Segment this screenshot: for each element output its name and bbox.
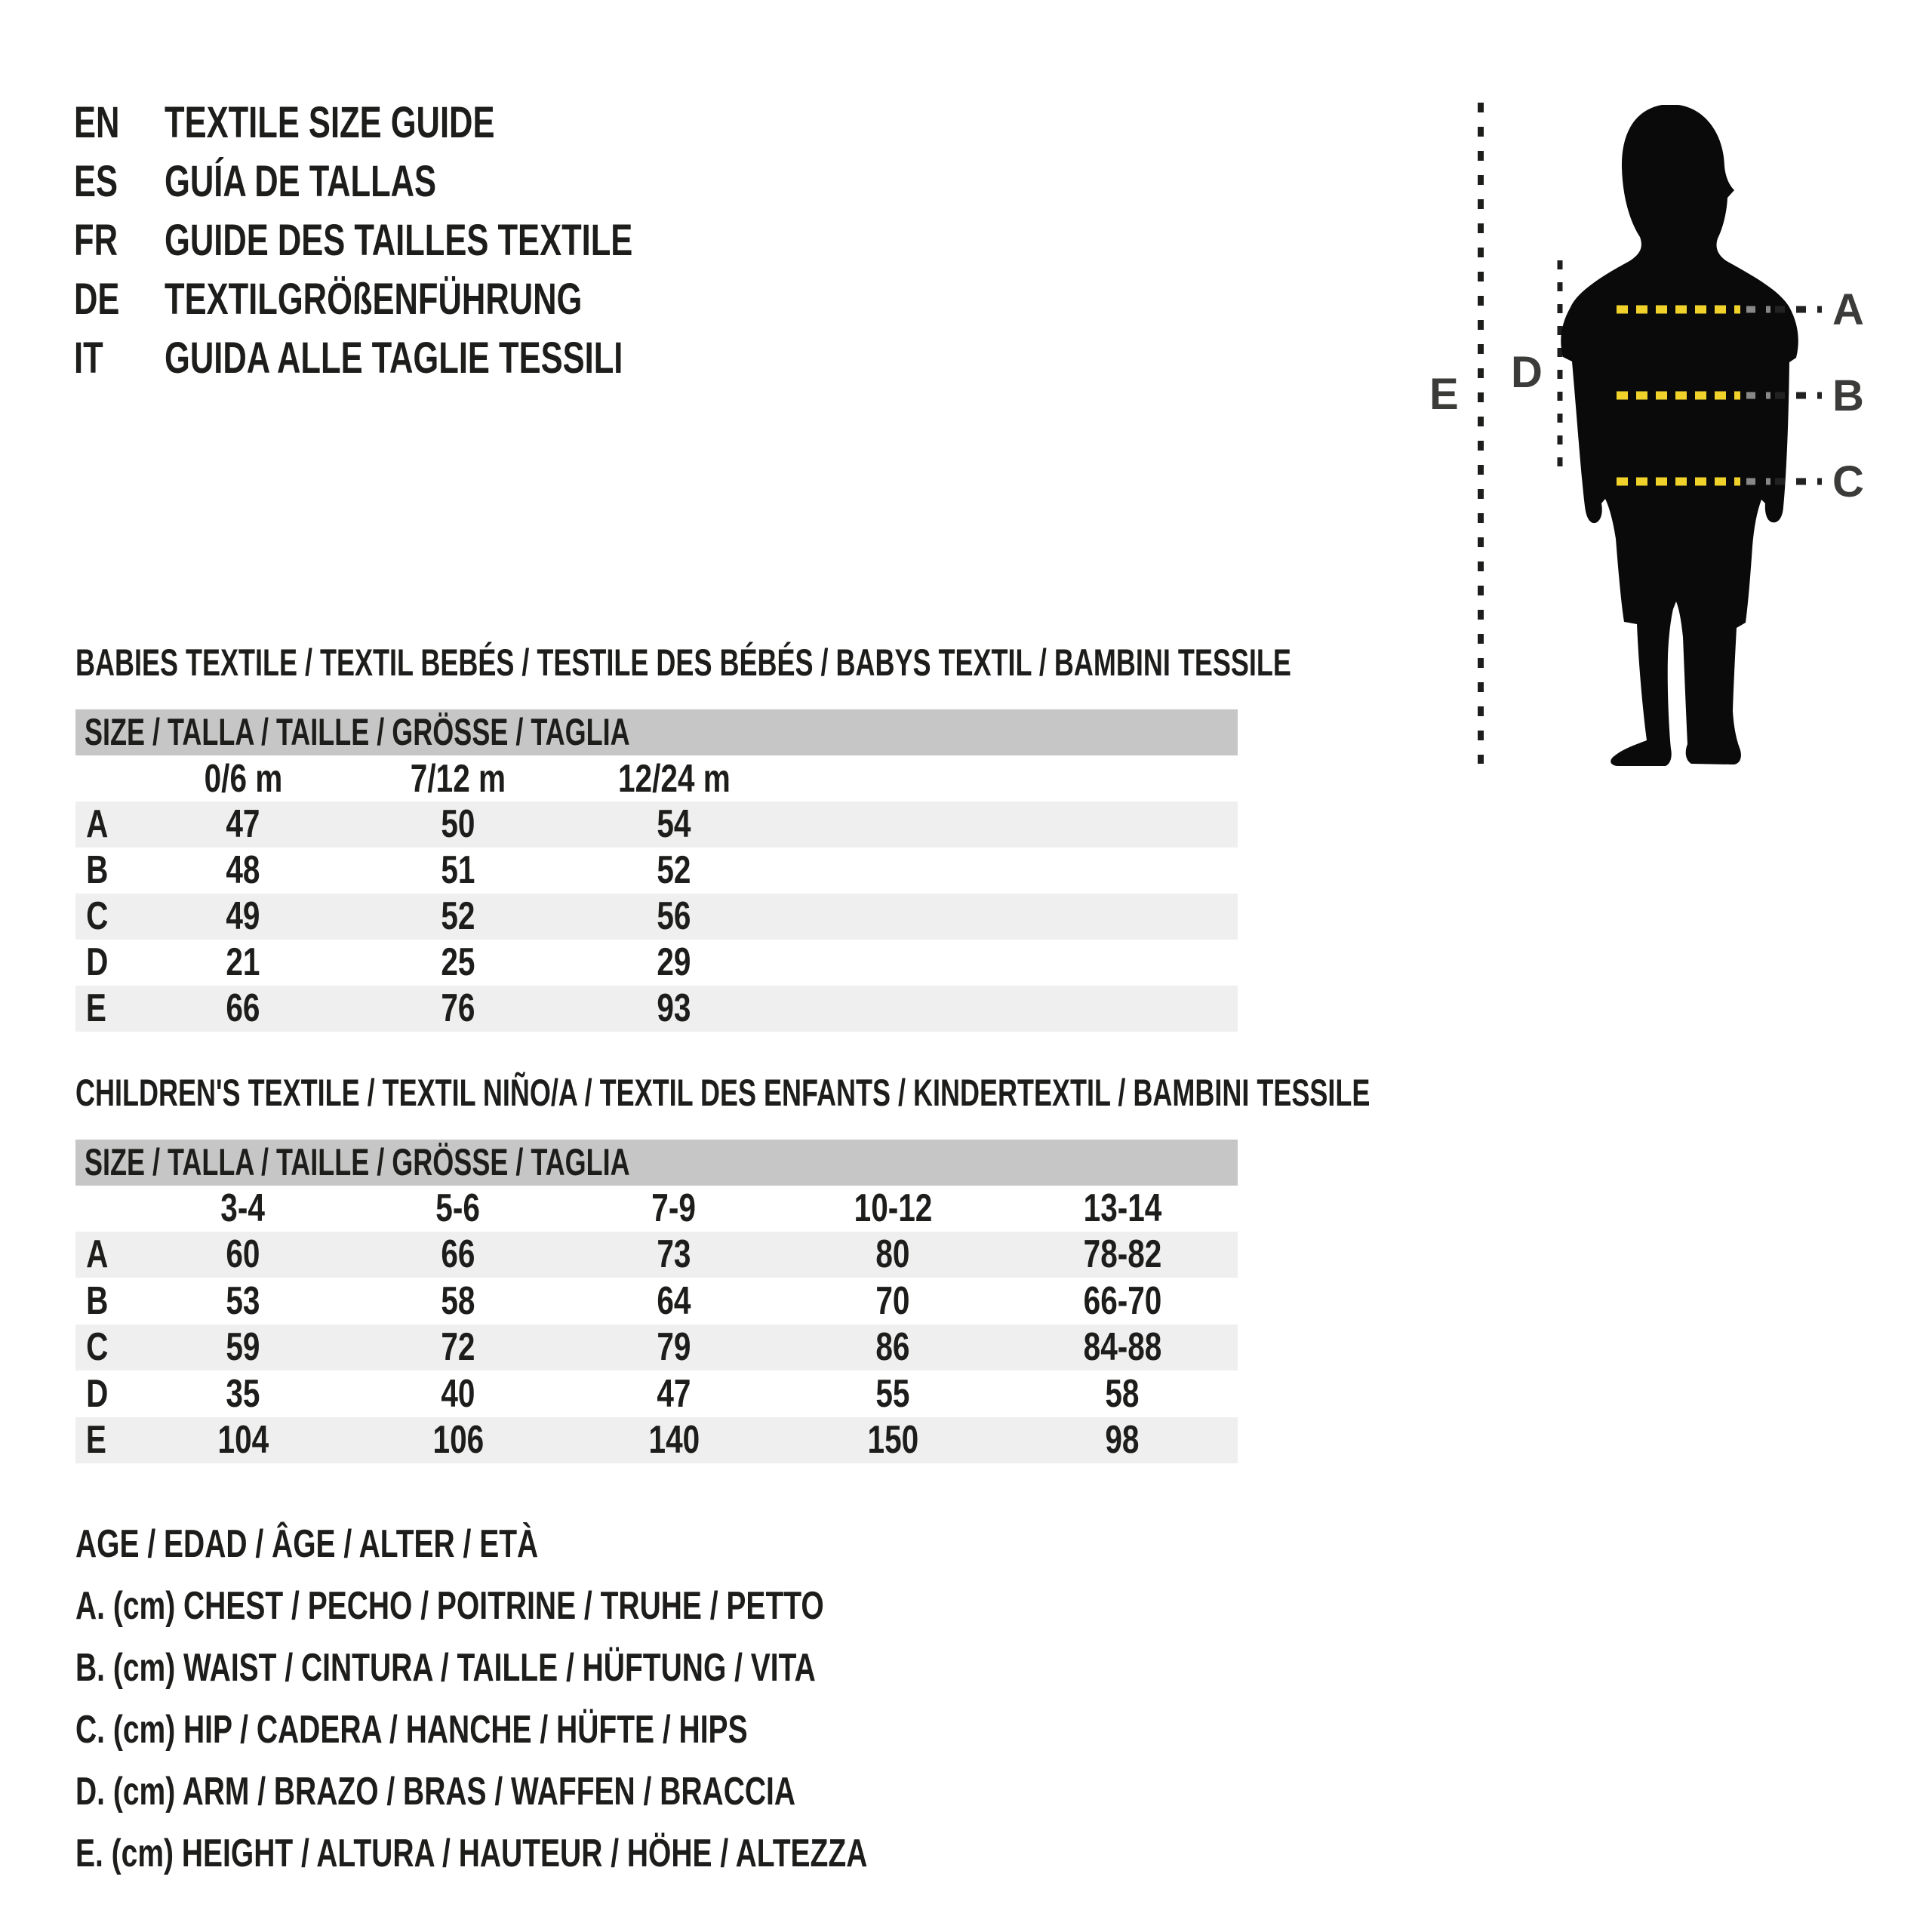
legend-arm-line: D. (cm) ARM / BRAZO / BRAS / WAFFEN / BRACCIA — [75, 1770, 796, 1814]
legend-height-line: E. (cm) HEIGHT / ALTURA / HAUTEUR / HÖHE / ALTEZZA — [75, 1832, 868, 1875]
row-label: A — [86, 1232, 109, 1276]
cell-value: 84-88 — [1083, 1325, 1161, 1369]
cell-value: 29 — [657, 940, 691, 984]
cell-value: 59 — [226, 1325, 260, 1369]
legend-age-line: AGE / EDAD / ÂGE / ALTER / ETÀ — [75, 1522, 539, 1566]
cell-value: 72 — [441, 1325, 475, 1369]
row-label: C — [86, 894, 109, 938]
babies-row-c — [75, 894, 1238, 940]
guide-title-it: GUIDA ALLE TAGLIE TESSILI — [165, 334, 623, 383]
language-code: ES — [74, 157, 118, 206]
cell-value: 73 — [657, 1232, 691, 1276]
babies-row-a — [75, 801, 1238, 848]
language-code: EN — [74, 98, 120, 147]
row-label: E — [85, 986, 106, 1030]
children-row-d — [75, 1371, 1238, 1417]
cell-value: 53 — [226, 1279, 260, 1323]
cell-value: 106 — [432, 1418, 484, 1462]
cell-value: 66 — [441, 1232, 475, 1276]
guide-title-es: GUÍA DE TALLAS — [165, 157, 437, 206]
language-code: DE — [74, 275, 120, 324]
cell-value: 104 — [217, 1418, 269, 1462]
marker-label-a: A — [1832, 285, 1864, 334]
cell-value: 98 — [1105, 1418, 1140, 1462]
cell-value: 70 — [875, 1279, 910, 1323]
babies-section-heading: BABIES TEXTILE / TEXTIL BEBÉS / TESTILE DES BÉBÉS / BABYS TEXTIL / BAMBINI TESSILE — [75, 641, 1291, 684]
row-label: A — [86, 802, 109, 846]
cell-value: 52 — [657, 848, 691, 892]
cell-value: 52 — [441, 894, 475, 938]
cell-value: 50 — [441, 802, 475, 846]
children-col-10-12: 10-12 — [854, 1186, 932, 1230]
cell-value: 86 — [875, 1325, 910, 1369]
cell-value: 55 — [875, 1372, 910, 1416]
cell-value: 47 — [226, 802, 260, 846]
legend-hip-line: C. (cm) HIP / CADERA / HANCHE / HÜFTE / HIPS — [75, 1708, 748, 1752]
children-row-e — [75, 1417, 1238, 1463]
legend-waist-line: B. (cm) WAIST / CINTURA / TAILLE / HÜFTUNG / VITA — [75, 1646, 816, 1690]
babies-col-0-6m: 0/6 m — [204, 757, 282, 801]
cell-value: 40 — [441, 1372, 475, 1416]
cell-value: 56 — [657, 894, 691, 938]
marker-label-d: D — [1511, 348, 1543, 397]
cell-value: 64 — [657, 1279, 691, 1323]
row-label: E — [85, 1418, 106, 1462]
cell-value: 76 — [441, 986, 475, 1030]
cell-value: 54 — [657, 802, 691, 846]
legend-chest-line: A. (cm) CHEST / PECHO / POITRINE / TRUHE / PETTO — [75, 1584, 824, 1628]
marker-label-b: B — [1832, 371, 1864, 420]
babies-row-e — [75, 986, 1238, 1032]
cell-value: 35 — [226, 1372, 260, 1416]
babies-table-header-bar — [75, 709, 1238, 755]
children-section-heading: CHILDREN'S TEXTILE / TEXTIL NIÑO/A / TEXTIL DES ENFANTS / KINDERTEXTIL / BAMBINI TESSILE — [75, 1072, 1371, 1114]
guide-title-en: TEXTILE SIZE GUIDE — [165, 98, 495, 147]
cell-value: 66 — [226, 986, 260, 1030]
babies-col-7-12m: 7/12 m — [410, 757, 506, 801]
cell-value: 48 — [226, 848, 260, 892]
cell-value: 49 — [226, 894, 260, 938]
cell-value: 58 — [441, 1279, 475, 1323]
row-label: D — [86, 940, 109, 984]
cell-value: 47 — [657, 1372, 691, 1416]
guide-title-de: TEXTILGRÖßENFÜHRUNG — [165, 275, 583, 324]
children-table-header-bar — [75, 1140, 1238, 1186]
cell-value: 25 — [441, 940, 475, 984]
cell-value: 58 — [1105, 1372, 1140, 1416]
row-label: C — [86, 1325, 109, 1369]
row-label: B — [86, 1279, 109, 1323]
guide-title-fr: GUIDE DES TAILLES TEXTILE — [165, 216, 633, 265]
language-code: FR — [74, 216, 118, 265]
cell-value: 79 — [657, 1325, 691, 1369]
children-col-5-6: 5-6 — [435, 1186, 481, 1230]
cell-value: 80 — [875, 1232, 910, 1276]
babies-row-d — [75, 940, 1238, 986]
children-row-c — [75, 1324, 1238, 1371]
cell-value: 21 — [226, 940, 260, 984]
cell-value: 150 — [867, 1418, 918, 1462]
language-code: IT — [74, 334, 103, 383]
cell-value: 93 — [657, 986, 691, 1030]
cell-value: 78-82 — [1083, 1232, 1161, 1276]
children-row-b — [75, 1278, 1238, 1324]
children-size-header: SIZE / TALLA / TAILLE / GRÖSSE / TAGLIA — [85, 1141, 630, 1183]
children-col-3-4: 3-4 — [220, 1186, 266, 1230]
row-label: D — [86, 1372, 109, 1416]
cell-value: 66-70 — [1083, 1279, 1161, 1323]
babies-row-b — [75, 848, 1238, 894]
children-column-header-row — [75, 1186, 1238, 1232]
marker-label-e: E — [1429, 370, 1459, 419]
children-col-7-9: 7-9 — [651, 1186, 697, 1230]
cell-value: 140 — [648, 1418, 700, 1462]
cell-value: 60 — [226, 1232, 260, 1276]
babies-column-header-row — [75, 756, 1238, 802]
row-label: B — [86, 848, 109, 892]
babies-size-header: SIZE / TALLA / TAILLE / GRÖSSE / TAGLIA — [85, 711, 630, 753]
babies-col-12-24m: 12/24 m — [617, 757, 731, 801]
marker-label-c: C — [1832, 457, 1864, 506]
cell-value: 51 — [441, 848, 475, 892]
children-col-13-14: 13-14 — [1083, 1186, 1161, 1230]
children-row-a — [75, 1232, 1238, 1278]
